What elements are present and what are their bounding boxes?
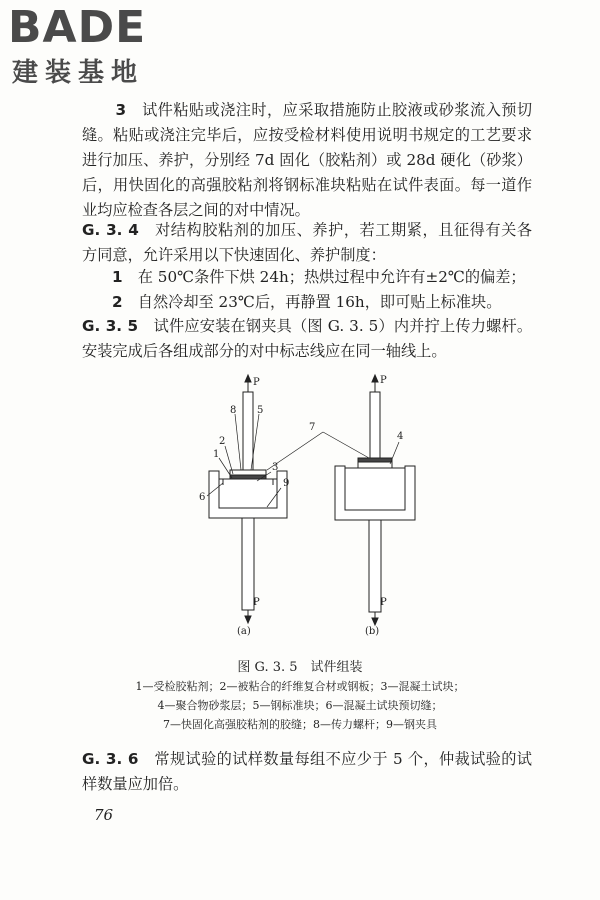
label-p: P <box>380 375 387 386</box>
figure-caption: 图 G. 3. 5 试件组装 <box>237 660 363 675</box>
figure-legend: 4—聚合物砂浆层；5—钢标准块；6—混凝土试块预切缝； <box>157 699 443 712</box>
figure-legend: 7—快固化高强胶粘剂的胶缝；8—传力螺杆；9—钢夹具 <box>163 718 437 731</box>
concrete-block <box>345 468 405 510</box>
list-item-2 <box>112 290 532 315</box>
label-7: 7 <box>309 422 316 433</box>
load-arrow-head <box>372 618 378 625</box>
item-number: 1 <box>112 268 123 286</box>
clause-g35 <box>82 314 532 364</box>
label-p: P <box>253 597 260 608</box>
load-screw <box>243 392 253 470</box>
item-number: 3 <box>115 101 127 119</box>
mortar-layer <box>358 462 392 468</box>
clause-text: 对结构胶粘剂的加压、养护，若工期紧，且征得有关各方同意，允许采用以下快速固化、养护制度： <box>82 221 533 264</box>
load-screw <box>370 392 380 458</box>
paragraph-item-3 <box>82 98 532 223</box>
label-3: 3 <box>272 462 279 473</box>
label-4: 4 <box>397 431 404 442</box>
clause-g34 <box>82 218 532 268</box>
clause-number: G. 3. 6 <box>82 750 139 768</box>
clause-number: G. 3. 4 <box>82 221 139 239</box>
clause-text: 常规试验的试样数量每组不应少于 5 个，仲裁试验的试样数量应加倍。 <box>82 750 532 793</box>
load-arrow-head <box>245 616 251 623</box>
concrete-block <box>219 479 277 508</box>
label-5: 5 <box>257 405 264 416</box>
adhesive-layer <box>358 458 392 462</box>
list-item-1 <box>112 265 532 290</box>
label-2: 2 <box>219 436 226 447</box>
leader-7 <box>323 432 369 458</box>
load-arrow-head <box>372 375 378 382</box>
label-p: P <box>380 597 387 608</box>
clause-number: G. 3. 5 <box>82 317 139 335</box>
subfigure-label-b: (b) <box>365 626 380 637</box>
leader-2 <box>225 446 233 474</box>
leader-1 <box>219 458 232 478</box>
specimen-assembly-figure <box>185 362 425 642</box>
logo-wordmark: BADE <box>8 2 147 53</box>
list-item-text: 在 50℃条件下烘 24h；热烘过程中允许有±2℃的偏差； <box>137 268 526 286</box>
clause-text: 试件应安装在钢夹具（图 G. 3. 5）内并拧上传力螺杆。安装完成后各组成部分的对中标志线应在同一轴线上。 <box>82 317 533 360</box>
label-p: P <box>253 377 260 388</box>
label-1: 1 <box>213 449 220 460</box>
subfigure-label-a: (a) <box>237 626 251 637</box>
logo <box>8 2 178 92</box>
leader-4 <box>390 442 399 464</box>
leader-8 <box>235 414 241 470</box>
figure-legend: 1—受检胶粘剂；2—被粘合的纤维复合材或钢板；3—混凝土试块； <box>135 680 465 693</box>
label-8: 8 <box>230 405 237 416</box>
load-arrow-head <box>245 375 251 382</box>
page-number: 76 <box>94 806 114 824</box>
label-9: 9 <box>283 478 290 489</box>
label-6: 6 <box>199 492 206 503</box>
paragraph-text: 试件粘贴或浇注时，应采取措施防止胶液或砂浆流入预切缝。粘贴或浇注完毕后，应按受检材料使用说明书规定的工艺要求进行加压、养护，分别经 7d 固化（胶粘剂）或 28d 硬化（砂浆）后，用快固化的高强胶粘剂将钢标准块粘贴在试件表面。每一道作业均应检查各层之间的对中情况。 <box>82 101 533 219</box>
list-item-text: 自然冷却至 23℃后，再静置 16h，即可贴上标准块。 <box>137 293 502 311</box>
clause-g36 <box>82 747 532 797</box>
logo-subtitle: 建装基地 <box>12 58 145 88</box>
steel-standard-block <box>230 470 266 475</box>
item-number: 2 <box>112 293 123 311</box>
